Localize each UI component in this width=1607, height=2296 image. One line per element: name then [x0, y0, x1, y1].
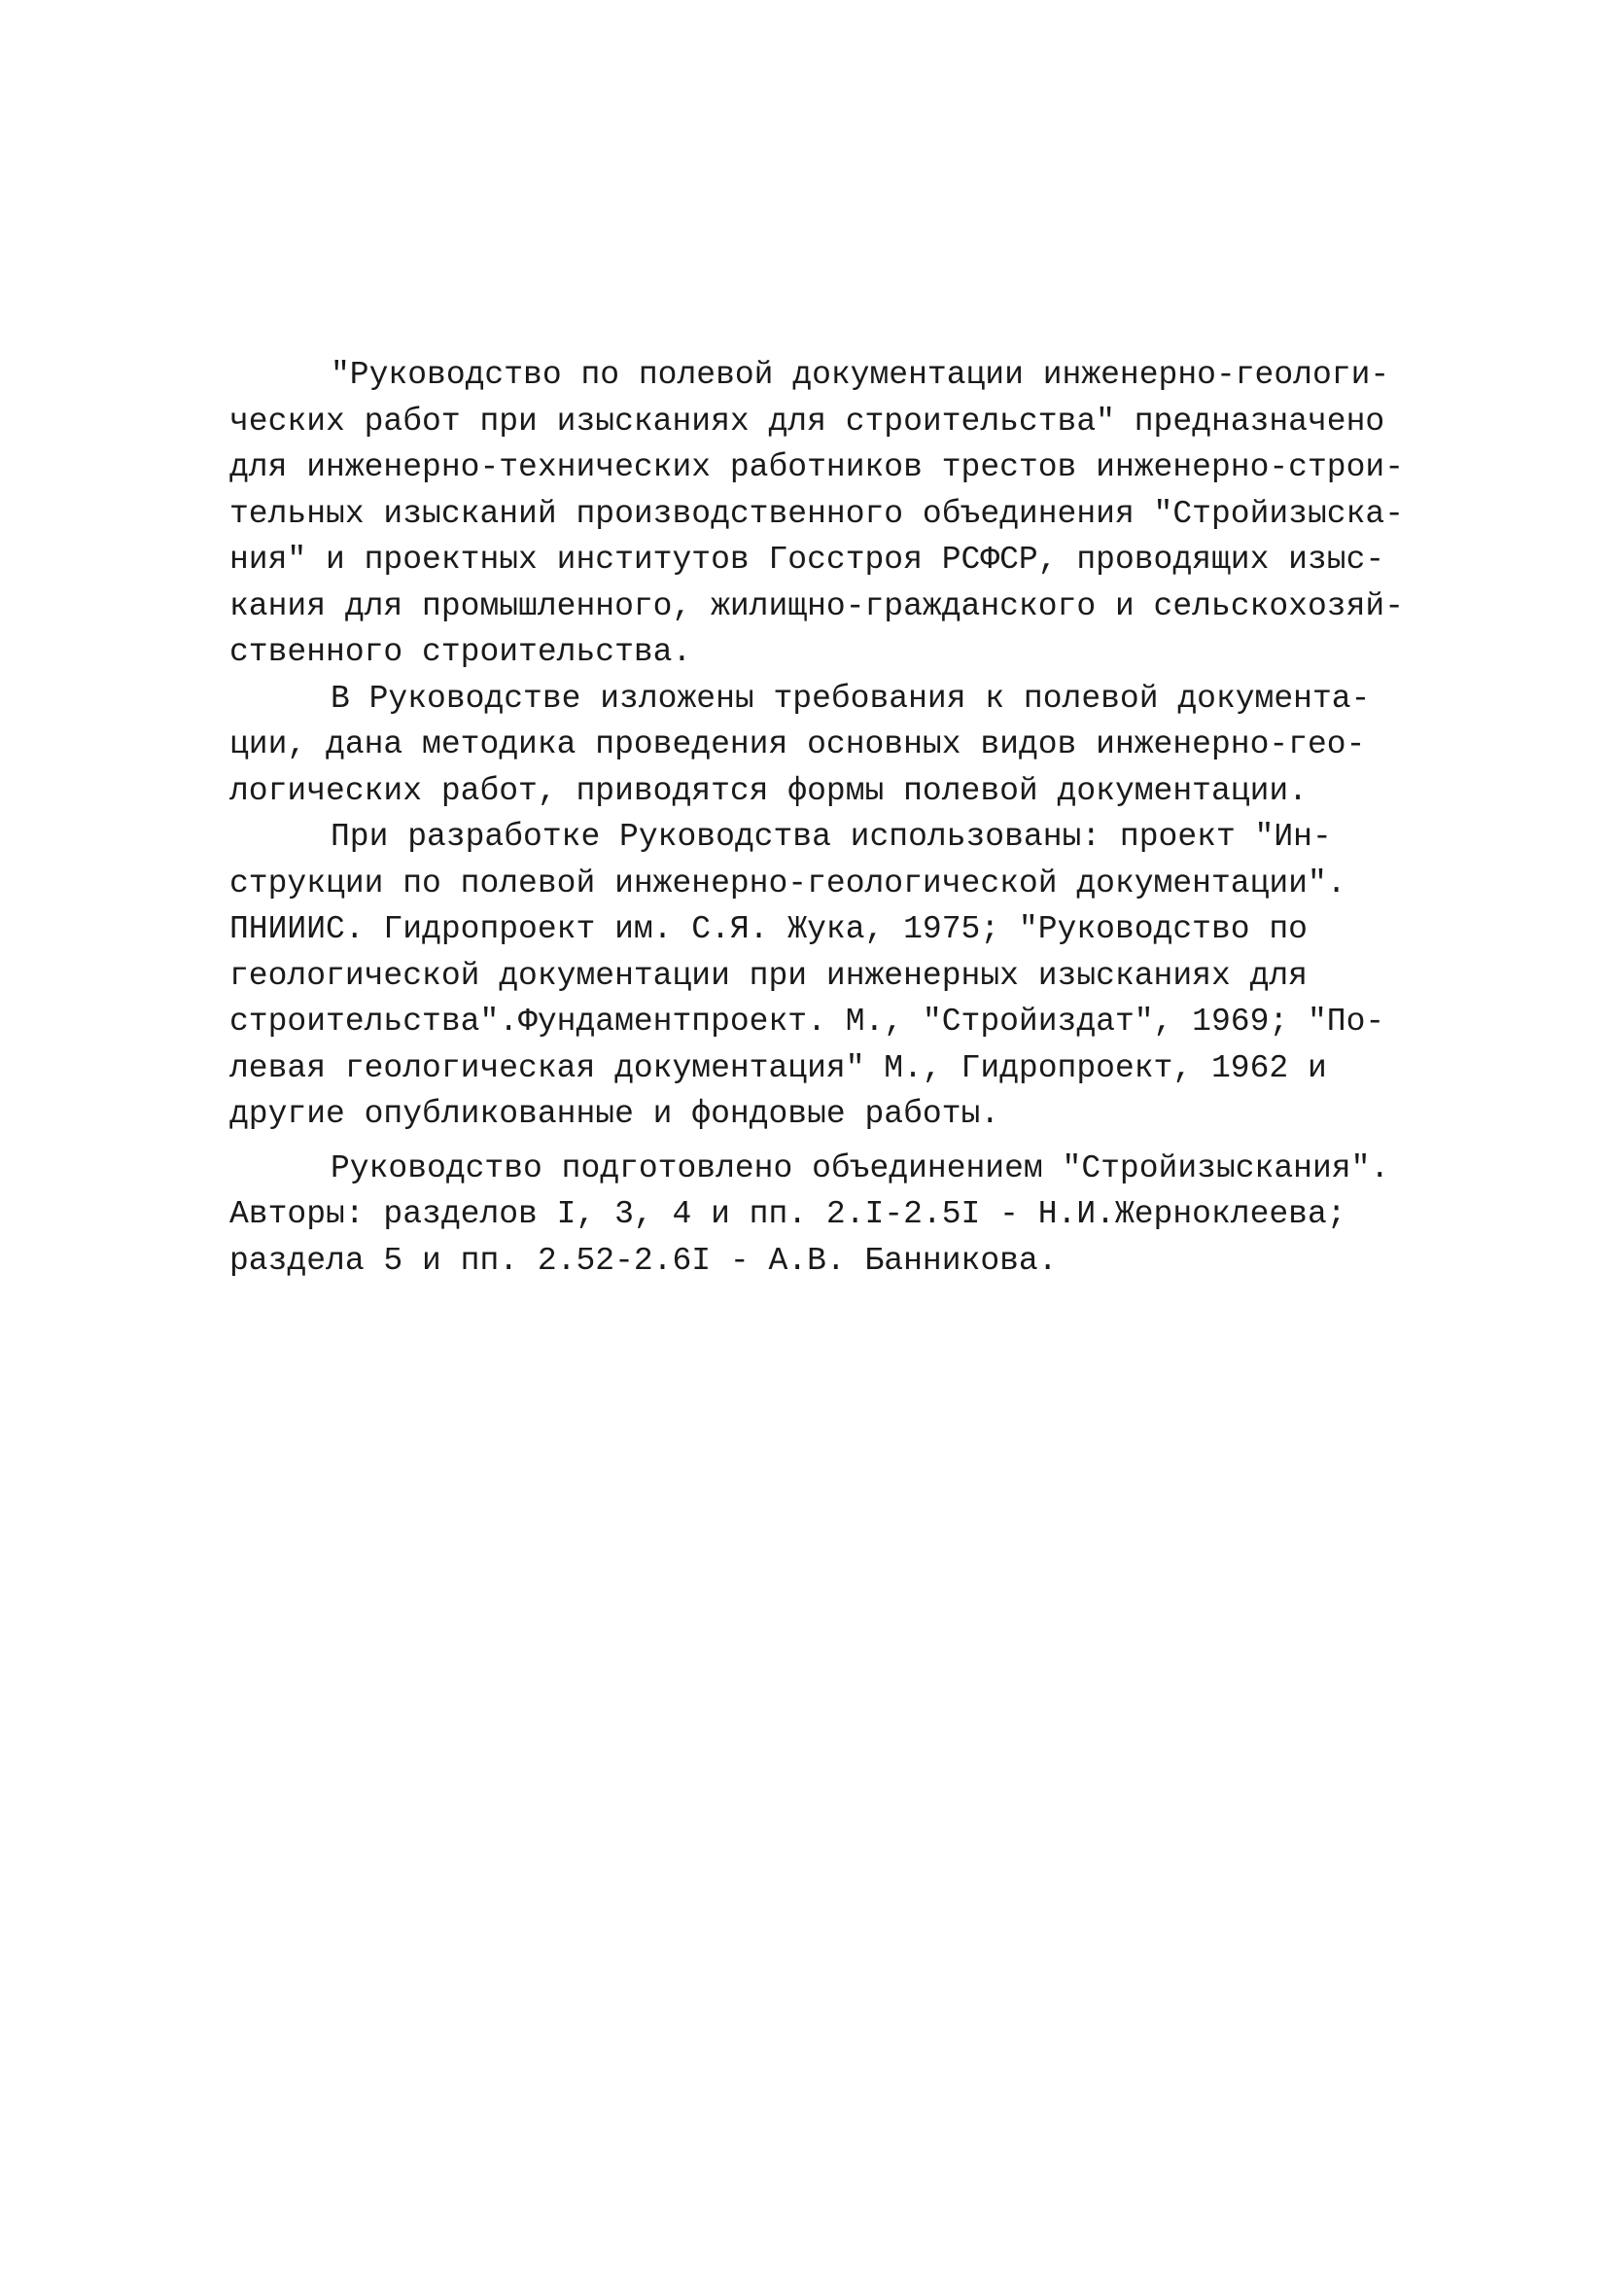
text-line: Авторы: разделов I, 3, 4 и пп. 2.I-2.5I - Н.И.Жерноклеева; — [229, 1196, 1346, 1232]
text-line: тельных изысканий производственного объединения "Стройизыска- — [229, 495, 1404, 532]
text-line: струкции по полевой инженерно-геологической документации". — [229, 865, 1346, 901]
paragraph-sources — [229, 814, 1425, 1138]
text-line: кания для промышленного, жилищно-гражданского и сельскохозяй- — [229, 587, 1404, 624]
paragraph-contents — [229, 676, 1425, 815]
text-line: Руководство подготовлено объединением "Стройизыскания". — [331, 1149, 1390, 1186]
annotation-text — [229, 352, 1425, 1284]
text-line: геологической документации при инженерных изысканиях для — [229, 957, 1308, 994]
text-line: другие опубликованные и фондовые работы. — [229, 1096, 1000, 1132]
text-line: левая геологическая документация" М., Гидропроект, 1962 и — [229, 1049, 1327, 1086]
text-line: ния" и проектных институтов Госстроя РСФСР, проводящих изыс- — [229, 542, 1385, 578]
text-line: ции, дана методика проведения основных видов инженерно-гео- — [229, 726, 1366, 762]
text-line: ПНИИИС. Гидропроект им. С.Я. Жука, 1975; "Руководство по — [229, 911, 1308, 947]
text-line: В Руководстве изложены требования к полевой документа- — [331, 680, 1371, 717]
text-line: ственного строительства. — [229, 634, 692, 670]
text-line: "Руководство по полевой документации инженерно-геологи- — [331, 357, 1390, 393]
text-line: строительства".Фундаментпроект. М., "Стройиздат", 1969; "По- — [229, 1004, 1385, 1040]
text-line: раздела 5 и пп. 2.52-2.6I - А.В. Банникова. — [229, 1242, 1058, 1279]
text-line: для инженерно-технических работников трестов инженерно-строи- — [229, 449, 1404, 485]
paragraph-authors — [229, 1146, 1425, 1285]
text-line: логических работ, приводятся формы полевой документации. — [229, 772, 1308, 809]
paragraph-purpose — [229, 352, 1425, 676]
text-line: При разработке Руководства использованы: проект "Ин- — [331, 819, 1332, 855]
text-line: ческих работ при изысканиях для строительства" предназначено — [229, 403, 1385, 440]
